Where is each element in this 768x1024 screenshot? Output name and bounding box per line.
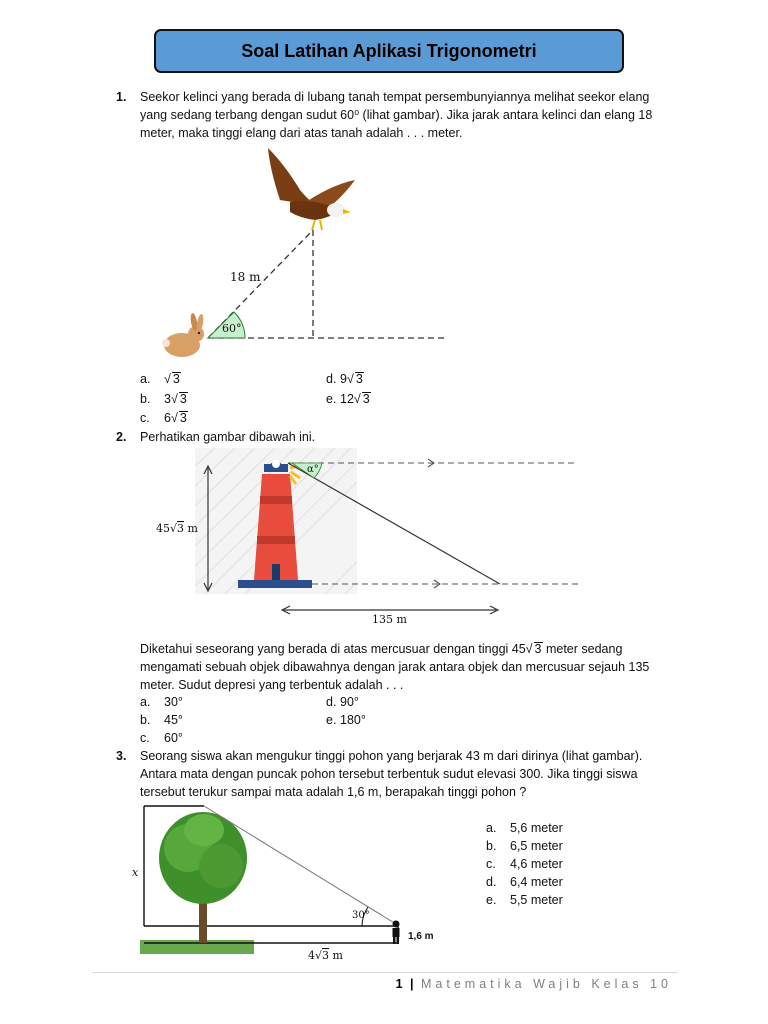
footer-divider [92, 972, 678, 973]
option[interactable]: b. 3√ 3 [140, 392, 187, 406]
question-intro: Perhatikan gambar dibawah ini. [140, 430, 316, 444]
footer-text: Matematika Wajib Kelas 10 [421, 977, 672, 991]
height-radicand: 3 [177, 522, 185, 535]
angle-label: α° [307, 464, 319, 475]
option[interactable]: e. 12√ 3 [326, 392, 370, 406]
option-value: 5,5 meter [510, 893, 563, 907]
option-letter: b. [486, 839, 497, 853]
question-2 [116, 428, 676, 446]
option-coef: 12 [340, 392, 354, 406]
option-value: 6,5 meter [510, 839, 563, 853]
distance-label: 135 m [372, 613, 407, 626]
question-text: Seekor kelinci yang berada di lubang tanah tempat persembunyiannya melihat seekor elang yang sedang terbang dengan sudut 60⁰ (lihat gambar). Jika jarak antara kelinci dan elang 18 meter, maka tinggi elang dari atas tanah adalah . . . meter. [140, 90, 653, 140]
figure-eagle-rabbit [150, 140, 460, 365]
person-icon [393, 921, 400, 945]
question-3 [116, 747, 676, 801]
option-radicand: 3 [362, 392, 370, 406]
option-letter: a. [140, 372, 151, 386]
option[interactable] [140, 729, 183, 747]
option[interactable] [486, 891, 563, 909]
height-coef: 45 [156, 522, 170, 535]
option-value: 90° [340, 695, 359, 709]
question-2-text [116, 640, 676, 694]
eye-height-label: 1,6 m [408, 931, 434, 942]
option[interactable] [326, 711, 366, 729]
option[interactable] [486, 873, 563, 891]
option[interactable] [326, 693, 359, 711]
option-letter: b. [140, 713, 151, 727]
option-letter: c. [140, 411, 150, 425]
option-letter: c. [486, 857, 496, 871]
option-value: 4,6 meter [510, 857, 563, 871]
distance-label: 18 m [230, 270, 261, 284]
question-number: 2. [116, 430, 127, 444]
base-radicand: 3 [322, 949, 330, 962]
option-letter: e. [486, 893, 497, 907]
question-text-b: meter sedang mengamati sebuah objek dibawahnya dengan jarak antara objek dan mercusuar sejauh 135 meter. Sudut depresi yang terbentuk adalah . . . [140, 642, 650, 692]
question-number: 3. [116, 749, 127, 763]
footer [396, 977, 672, 991]
angle-label: 60° [222, 322, 242, 335]
option[interactable] [140, 711, 183, 729]
option-letter: e. [326, 713, 337, 727]
option-radicand: 3 [179, 392, 187, 406]
page-title: Soal Latihan Aplikasi Trigonometri [241, 40, 537, 61]
page-number: 1 [395, 977, 403, 991]
question-1 [116, 88, 676, 142]
option-letter: c. [140, 731, 150, 745]
question-text: Diketahui seseorang yang berada di atas mercusuar dengan tinggi 45√ 3 meter sedang mengamati sebuah objek dibawahnya dengan jarak antara objek dan mercusuar sejauh 135 meter. Sudut depresi yang terbentuk adalah . . . [140, 642, 650, 692]
option-letter: e. [326, 392, 337, 406]
figure-tree [126, 800, 446, 968]
option[interactable] [486, 837, 563, 855]
option-letter: d. [486, 875, 497, 889]
footer-separator: | [410, 977, 414, 991]
question-text: Seorang siswa akan mengukur tinggi pohon yang berjarak 43 m dari dirinya (lihat gambar). Antara mata dengan puncak pohon tersebut terbentuk sudut elevasi 300. Jika tinggi siswa tersebut terukur sampai mata adalah 1,6 m, berapakah tinggi pohon ? [140, 749, 643, 799]
option[interactable] [486, 819, 563, 837]
option-radicand: 3 [179, 411, 187, 425]
option-letter: b. [140, 392, 151, 406]
base-label: 4√3 m [308, 949, 343, 962]
option[interactable]: c. 6√ 3 [140, 411, 187, 425]
option[interactable] [140, 693, 183, 711]
base-coef: 4 [308, 949, 315, 962]
option[interactable]: a. √ 3 [140, 372, 180, 386]
option-coef: 6 [164, 411, 171, 425]
height-unit: m [187, 522, 198, 535]
base-unit: m [332, 949, 343, 962]
question-radicand: 3 [534, 642, 542, 656]
option-coef: 9 [340, 372, 347, 386]
option[interactable]: d. 9√ 3 [326, 372, 363, 386]
option-value: 5,6 meter [510, 821, 563, 835]
option-coef: 3 [164, 392, 171, 406]
rabbit-icon [162, 313, 205, 357]
eagle-icon [268, 148, 355, 230]
option-value: 30° [164, 695, 183, 709]
option-letter: a. [486, 821, 497, 835]
option-radicand: 3 [172, 372, 180, 386]
option-letter: a. [140, 695, 151, 709]
option-value: 6,4 meter [510, 875, 563, 889]
question-text-a: Diketahui seseorang yang berada di atas mercusuar dengan tinggi 45 [140, 642, 526, 656]
x-label: x [132, 866, 139, 879]
option-value: 180° [340, 713, 366, 727]
option-letter: d. [326, 372, 337, 386]
title-box [154, 29, 624, 73]
option-radicand: 3 [355, 372, 363, 386]
height-label: 45√3 m [156, 522, 198, 535]
option-value: 45° [164, 713, 183, 727]
option-value: 60° [164, 731, 183, 745]
angle-label: 30° [352, 910, 370, 921]
option[interactable] [486, 855, 563, 873]
figure-lighthouse [150, 446, 590, 628]
question-number: 1. [116, 90, 127, 104]
option-letter: d. [326, 695, 337, 709]
tree-icon [159, 812, 247, 943]
